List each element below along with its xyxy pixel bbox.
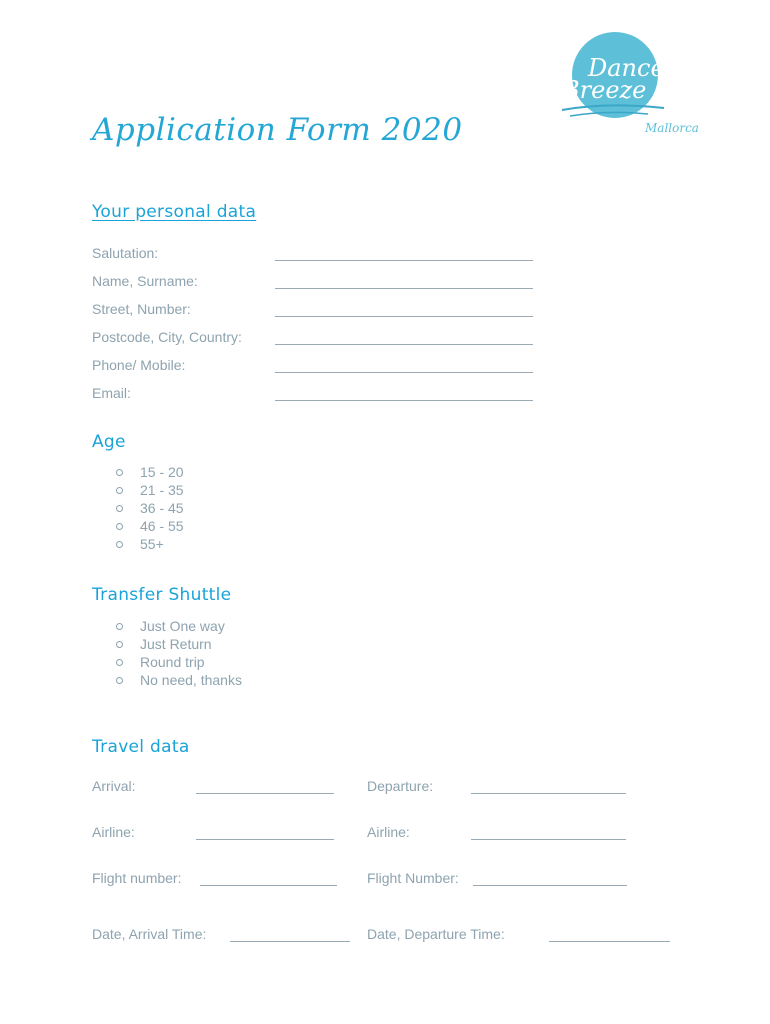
postcode-label: Postcode, City, Country: — [92, 329, 242, 345]
age-option[interactable]: 55+ — [112, 535, 184, 553]
age-heading: Age — [92, 432, 126, 452]
departure-airline-label: Airline: — [367, 824, 410, 840]
radio-circle-icon — [116, 623, 123, 630]
departure-airline-field[interactable] — [471, 839, 626, 840]
arrival-flight-number-field[interactable] — [200, 885, 337, 886]
name-field[interactable] — [275, 288, 533, 289]
phone-label: Phone/ Mobile: — [92, 357, 186, 373]
departure-time-label: Date, Departure Time: — [367, 926, 505, 942]
logo-graphic — [548, 30, 718, 140]
radio-circle-icon — [116, 641, 123, 648]
street-label: Street, Number: — [92, 301, 191, 317]
street-field[interactable] — [275, 316, 533, 317]
transfer-option[interactable]: Just One way — [112, 617, 242, 635]
departure-flight-number-field[interactable] — [473, 885, 627, 886]
departure-field[interactable] — [471, 793, 626, 794]
radio-circle-icon — [116, 523, 123, 530]
svg-text:Mallorca: Mallorca — [645, 121, 699, 135]
postcode-field[interactable] — [275, 344, 533, 345]
transfer-heading: Transfer Shuttle — [92, 585, 232, 605]
radio-circle-icon — [116, 659, 123, 666]
svg-text:Breeze: Breeze — [562, 76, 647, 104]
age-options — [112, 463, 184, 553]
age-option[interactable]: 15 - 20 — [112, 463, 184, 481]
email-label: Email: — [92, 385, 131, 401]
arrival-field[interactable] — [196, 793, 334, 794]
radio-circle-icon — [116, 541, 123, 548]
departure-time-field[interactable] — [549, 941, 670, 942]
page-title: Application Form 2020 — [92, 112, 463, 148]
salutation-label: Salutation: — [92, 245, 159, 261]
radio-circle-icon — [116, 469, 123, 476]
name-label: Name, Surname: — [92, 273, 198, 289]
svg-text:Dance: Dance — [588, 54, 665, 82]
transfer-option[interactable]: No need, thanks — [112, 671, 242, 689]
arrival-time-label: Date, Arrival Time: — [92, 926, 207, 942]
age-option[interactable]: 21 - 35 — [112, 481, 184, 499]
personal-data-heading: Your personal data — [92, 202, 257, 222]
travel-heading: Travel data — [92, 737, 190, 757]
radio-circle-icon — [116, 487, 123, 494]
arrival-airline-label: Airline: — [92, 824, 135, 840]
arrival-flight-number-label: Flight number: — [92, 870, 182, 886]
departure-label: Departure: — [367, 778, 434, 794]
arrival-airline-field[interactable] — [196, 839, 334, 840]
transfer-option[interactable]: Round trip — [112, 653, 242, 671]
arrival-label: Arrival: — [92, 778, 136, 794]
radio-circle-icon — [116, 505, 123, 512]
salutation-field[interactable] — [275, 260, 533, 261]
age-option[interactable]: 36 - 45 — [112, 499, 184, 517]
departure-flight-number-label: Flight Number: — [367, 870, 459, 886]
dance-breeze-logo — [548, 30, 718, 140]
arrival-time-field[interactable] — [230, 941, 350, 942]
transfer-options — [112, 617, 242, 689]
phone-field[interactable] — [275, 372, 533, 373]
radio-circle-icon — [116, 677, 123, 684]
email-field[interactable] — [275, 400, 533, 401]
transfer-option[interactable]: Just Return — [112, 635, 242, 653]
age-option[interactable]: 46 - 55 — [112, 517, 184, 535]
